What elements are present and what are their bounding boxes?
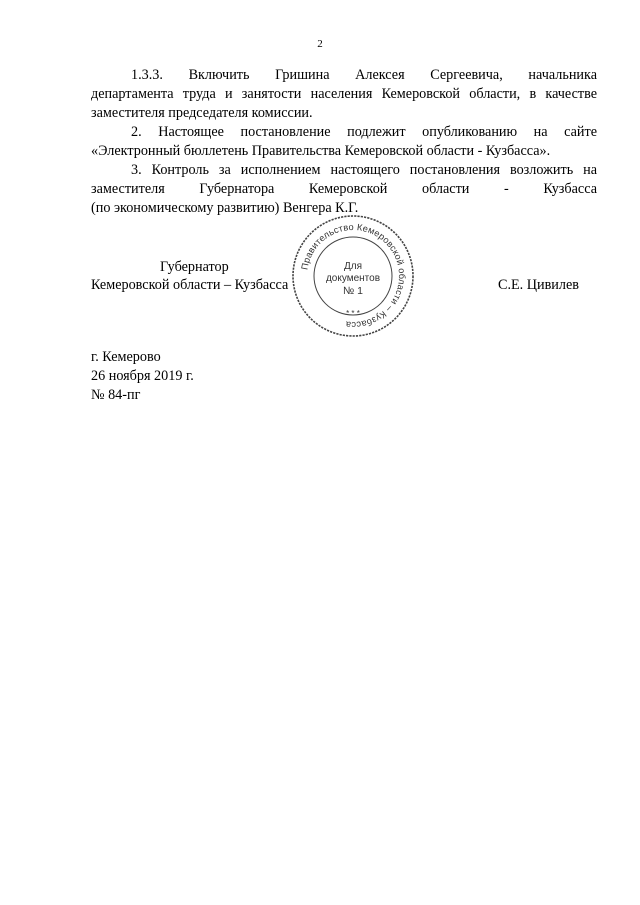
paragraph-line: заместителя Губернатора Кемеровской области - Кузбасса	[91, 181, 597, 197]
seal-center-line-2: документов	[325, 273, 381, 284]
governor-title: Губернатор	[160, 259, 229, 275]
governor-region: Кемеровской области – Кузбасса	[91, 277, 289, 293]
paragraph-1-3-3	[91, 66, 597, 123]
paragraph-line: «Электронный бюллетень Правительства Кемеровской области - Кузбасса».	[91, 143, 551, 159]
seal-center-line-3: № 1	[342, 285, 364, 297]
page-number: 2	[317, 38, 323, 50]
paragraph-line: заместителя председателя комиссии.	[91, 105, 313, 121]
document-number: № 84-пг	[91, 387, 141, 403]
seal-stars: * * *	[346, 309, 360, 318]
official-seal-stamp	[290, 213, 416, 339]
document-date: 26 ноября 2019 г.	[91, 368, 194, 384]
paragraph-line: 3. Контроль за исполнением настоящего постановления возложить на	[131, 162, 597, 178]
governor-name: С.Е. Цивилев	[498, 277, 579, 293]
paragraph-line: 2. Настоящее постановление подлежит опубликованию на сайте	[131, 124, 597, 140]
paragraph-3	[91, 161, 597, 218]
seal-center-line-1: Для	[343, 261, 363, 272]
paragraph-2	[91, 123, 597, 161]
document-footer	[91, 348, 194, 405]
seal-ring-text: Правительство Кемеровской области – Кузбасса	[299, 221, 408, 331]
paragraph-line: департамента труда и занятости населения Кемеровской области, в качестве	[91, 86, 597, 102]
document-city: г. Кемерово	[91, 349, 161, 365]
paragraph-line: 1.3.3. Включить Гришина Алексея Сергеевича, начальника	[131, 67, 597, 83]
paragraph-line: (по экономическому развитию) Венгера К.Г.	[91, 200, 359, 216]
